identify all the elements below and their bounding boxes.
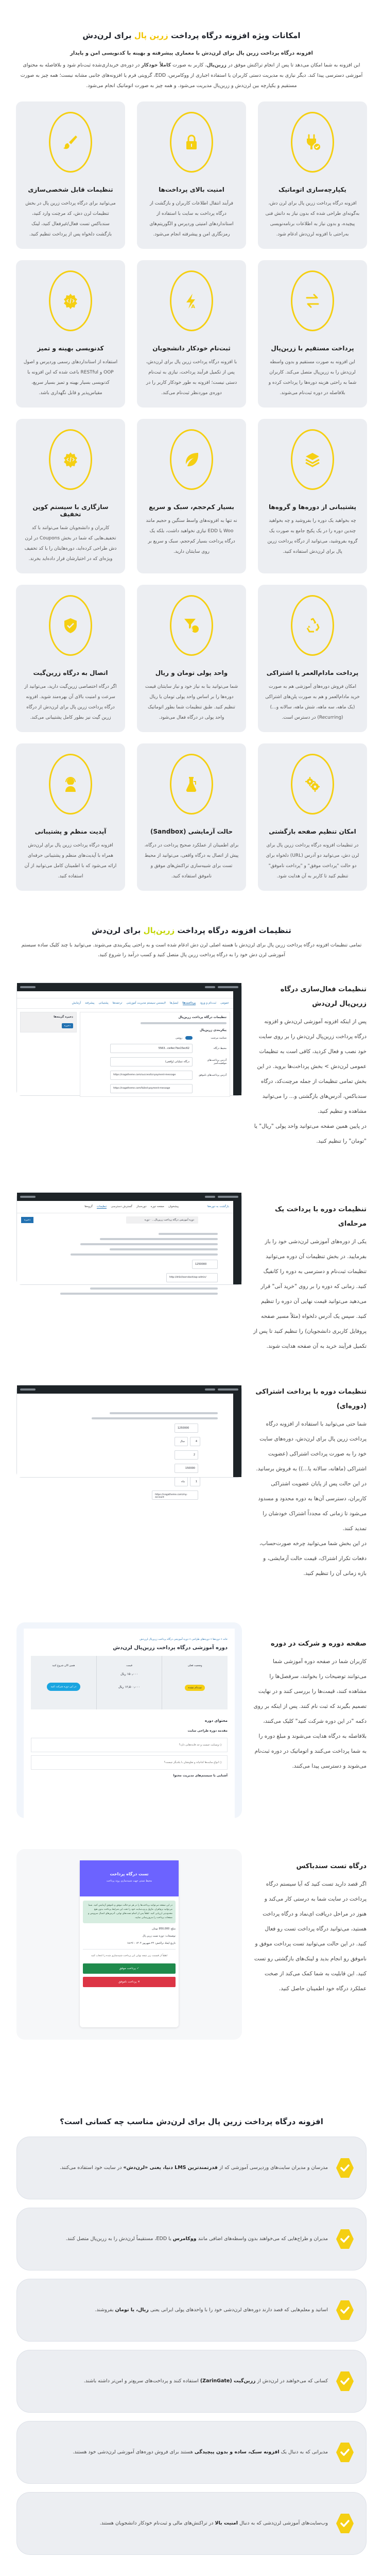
icon-circle xyxy=(49,595,92,656)
feature-card-text: با افزونه درگاه پرداخت زرین پال برای لرن‌دش، پس از تکمیل فرآیند پرداخت، نیازی به ثبت‌نام دستی نیست؛ افزونه به طور خودکار کاربر را در دوره‌ی موردنظر ثبت‌نام می‌کند. xyxy=(146,360,237,396)
features-intro xyxy=(0,60,383,91)
who-text: استفاده کنند و پرداخت‌های سریع‌تر و امن‌تر داشته باشند. xyxy=(83,2378,200,2384)
course-tab[interactable]: گسترش دسترسی xyxy=(111,1205,133,1208)
title-part: برای لرن‌دش xyxy=(92,926,141,935)
screenshot-subscription-settings xyxy=(16,1385,242,1499)
who-item-text xyxy=(100,2519,328,2528)
who-item-text xyxy=(84,2377,328,2386)
block-paragraph xyxy=(253,1417,367,1581)
feature-card-text: اگر درگاه اختصاصی زرین‌گیت دارید، می‌توانید از سرعت و امنیت بالای آن بهره‌مند شوید. افزونه درگاه پرداخت زرین پال برای لرن‌دش از درگاه زرین گیت نیز بطور کامل پشتیبانی می‌کند. xyxy=(24,684,117,720)
block-title: تنظیمات دوره با پرداخت اشتراکی (دوره‌ای) xyxy=(255,1388,367,1410)
feature-card-text: استفاده از استانداردهای رسمی وردپرس و اصول OOP و RESTful باعث شده که این افزونه با کدنویسی بسیار بهینه و تمیز بسیار سریع، مقیاس‌پذیر و قابل نگهداری باشد. xyxy=(23,360,118,396)
screenshot-course-settings xyxy=(16,1192,242,1285)
sandbox-notice: در این صفحه می‌توانید پرداخت‌ها را در هر دو حالت موفق و ناموفق آزمایش کنید. شما می‌توانید نرم‌افزار، ماژول و وب‌سایت خود را تحت این شرایط پرداخت بدون هیچ محدودیتی ارزیابی کنید. لطفاً پس از اتمام تست‌های نهایی، آدرس‌های اتصال سرویس و صفحات پرداخت را به‌روزرسانی نمایید. xyxy=(83,1901,176,1923)
who-bold: قدرتمندترین LMS دنیا، یعنی «لرن‌دش» xyxy=(123,2165,218,2171)
admin-bar xyxy=(17,983,241,991)
feature-card-text: شما می‌توانید بنا به نیاز خود و نیاز سایتتان قیمت دوره‌ها را بر اساس واحد پولی تومان یا ریال تنظیم کنید. طبق تنظیمات شما بطور اتوماتیک واحد پولی در درگاه فعال می‌شود. xyxy=(145,684,238,720)
settings-tab[interactable]: پرداخت‌ها xyxy=(182,1002,196,1005)
title-part: برای لرن‌دش xyxy=(82,31,132,40)
feature-card-title: پرداخت مادام‌العمر یا اشتراکی xyxy=(266,669,359,676)
icon-circle xyxy=(170,595,213,656)
title-part: تنظیمات افزونه درگاه پرداخت xyxy=(177,926,291,935)
bolt-auto-icon xyxy=(183,292,200,310)
who-item-text xyxy=(60,2163,328,2173)
plug-check-icon xyxy=(304,133,321,151)
feature-card-title: اتصال به درگاه زرین‌گیت xyxy=(33,669,108,676)
icon-circle xyxy=(291,270,334,331)
who-item-text xyxy=(66,2234,328,2244)
who-list xyxy=(0,2137,383,2555)
who-section xyxy=(0,2117,383,2555)
who-item xyxy=(16,2137,367,2199)
block-paragraph: کاربران شما در صفحه دوره آموزشی شما می‌توانند توضیحات را بخوانند، سرفصل‌ها را مشاهده کنند، قیمت‌ها را بررسی کنند و در نهایت تصمیم بگیرند که ثبت نام کنند. پس از اینکه بر روی دکمه "در این دوره شرکت کنید" کلیک می‌کنند، بلافاصله به درگاه هدایت می‌شوند و مبلغ دوره را به شما پرداخت می‌کنند و اتوماتیک در دوره ثبت‌نام می‌شوند و دسترسی پیدا می‌کنند. xyxy=(253,1658,367,1769)
section-title: مقدمه دوره طراحی سایت xyxy=(187,1729,228,1733)
block-text xyxy=(253,1859,367,1996)
who-text: بفروشند. xyxy=(95,2307,115,2313)
success-label: پرداخت موفق xyxy=(119,1967,136,1970)
settings-tab[interactable]: پیشرفته xyxy=(85,1002,95,1005)
who-text: مدیرانی که به دنبال یک xyxy=(279,2449,328,2455)
cycle-unit-select[interactable]: سال xyxy=(175,1437,188,1446)
shield-check-icon xyxy=(62,617,79,634)
feature-card-text: این افزونه به صورت مستقیم و بدون واسطه لرن‌دش را به زرین‌پال متصل می‌کند. کاربران شما به راحتی هزینه دوره‌ها را پرداخت کرده و بلافاصله در دوره ثبت‌نام می‌شوند. xyxy=(268,360,357,396)
feature-card-title: کدنویسی بهینه و تمیز xyxy=(37,345,104,352)
icon-circle xyxy=(291,595,334,656)
admin-bar xyxy=(17,1385,241,1394)
feature-card xyxy=(137,101,246,249)
settings-section xyxy=(0,926,383,2040)
sandbox-date: تاریخ ایجاد تراکنش: ۲۴ شهریور ۱۴۰۴ - ۱۸:۲۶ xyxy=(127,1942,176,1945)
feature-card xyxy=(16,101,125,249)
icon-circle xyxy=(291,112,334,173)
content-title: محتوای دوره xyxy=(205,1719,228,1723)
feature-card-text: نه تنها به افزونه‌های واسط سنگین و حجیم مانند Woo یا EDD نیازی نخواهید داشت، بلکه یک درگاه پرداخت بسیار کم‌حجم، سبک و سریع بر روی سایتتان دارید. xyxy=(146,518,237,554)
flask-icon xyxy=(183,775,200,793)
title-highlight: زرین‌پال xyxy=(143,926,175,935)
course-info-box xyxy=(31,1656,228,1709)
support-headset-icon xyxy=(62,775,79,793)
price-col-label: قیمت xyxy=(126,1664,132,1667)
icon-circle xyxy=(49,270,92,331)
lesson-title: انواع سایت‌ها کدام‌اند و تفاوتشان با یکدیگر چیست؟ xyxy=(164,1761,219,1764)
feature-card-title: یکپارچه‌سازی اتوماتیک xyxy=(278,186,346,193)
recycle-icon xyxy=(304,617,321,634)
payment-success-button[interactable]: ✓ پرداخت موفق xyxy=(83,1963,176,1974)
settings-tab[interactable]: لایسنس سیستم مدیریت آموزشی xyxy=(126,1002,166,1005)
feature-card xyxy=(137,419,246,573)
course-tab-list xyxy=(84,1205,179,1209)
final-price: ۱۲٫۵۰۰٫۰۰۰ ریال xyxy=(118,1685,141,1689)
course-tab[interactable]: دوره‌ساز xyxy=(136,1205,147,1208)
admin-sidebar xyxy=(233,1201,241,1284)
who-item xyxy=(16,2208,367,2270)
course-tab[interactable]: گروه‌ها xyxy=(84,1205,93,1208)
payment-failed-button[interactable]: ✕ پرداخت ناموفق xyxy=(83,1977,176,1987)
sandbox-prompt: لطفاً از قسمت زیر نتیجه نهایی این پرداخت شبیه‌سازی شده را انتخاب کنید xyxy=(83,1949,176,1957)
feature-card-title: واحد پولی تومان و ریال xyxy=(155,669,228,676)
section-title: آشنایی با سیستم‌های مدیریت محتوا xyxy=(173,1774,228,1777)
icon-circle xyxy=(49,754,92,815)
block-paragraph xyxy=(253,1014,367,1149)
settings-tab[interactable]: ترجمه‌ها xyxy=(112,1002,123,1005)
features-section xyxy=(0,0,383,891)
features-title xyxy=(0,31,383,40)
who-item xyxy=(16,2279,367,2342)
feature-card-title: آپدیت منظم و پشتیبانی xyxy=(34,828,107,835)
code-gear-icon xyxy=(62,292,79,310)
block-text xyxy=(253,1190,367,1354)
who-text: مدیران و طراح‌هایی که می‌خواهند بدون واسطه‌های اضافی مانند xyxy=(196,2236,328,2242)
svg-text:$: $ xyxy=(189,627,194,633)
toggle-field-label: شناسه مرچنت xyxy=(211,1036,227,1040)
repeat-input[interactable]: 2 xyxy=(175,1450,198,1460)
block-paragraph: اگر قصد دارید تست کنید که آیا سیستم درگاه پرداخت در سایت شما به درستی کار می‌کند و هنوز در مراحل دریافت ای‌نماد و درگاه پرداخت هستید، می‌توانید درگاه پرداخت تست رو فعال کنید. در این حالت می‌توانید تست پرداخت موفق و ناموفق رو انجام بدید و لینک‌های بازگشتی رو تست کنید. این قابلیت به شما کمک می‌کند از صخت عملکرد درگاه خود اطمینان حاصل کنید. xyxy=(254,1881,367,1992)
who-item xyxy=(16,2350,367,2413)
icon-circle xyxy=(170,429,213,490)
svg-text:A: A xyxy=(191,304,195,310)
success-label: آدرس پرداخت‌های موفقیت‌آمیز xyxy=(207,1059,227,1065)
block-text xyxy=(253,1622,367,1774)
back-link[interactable]: بازگشت به دوره‌ها xyxy=(207,1205,229,1208)
admin-sidebar xyxy=(233,991,241,1095)
feature-card xyxy=(16,743,125,891)
exchange-arrows-icon xyxy=(304,292,321,310)
feature-card xyxy=(137,743,246,891)
settings-intro: تمامی تنظیمات افزونه درگاه پرداخت زرین پال برای لرن‌دش با هسته اصلی لرن دش ادغام شده است و به راحتی پیکربندی می‌شوند. می‌توانید با چند کلیک ساده سیستم آموزشی لرن دش خود را به درگاه پرداخت زرین پال متصل کنید و کسب درآمد را شروع کنید. xyxy=(21,942,362,958)
feature-grid xyxy=(0,101,383,891)
layers-icon xyxy=(304,451,321,468)
sandbox-description: توضیحات: دوره تست زرین پال xyxy=(142,1935,176,1938)
course-tabs xyxy=(17,1201,233,1213)
block-text-2: در پایین همین صفحه می‌توانید واحد پولی "ریال" یا "تومان" را تنظیم کنید. xyxy=(254,1123,367,1144)
course-search[interactable]: دوره آموزشی درگاه پرداخت زرین‌پال... · دوره xyxy=(126,1216,198,1224)
status-badge: ثبت‌نام نشده xyxy=(185,1685,205,1691)
title-highlight: زرین پال xyxy=(134,31,168,40)
who-text: اساتید و معلم‌هایی که قصد دارند دوره‌های لرن‌دشی خود را با واحدهای پولی ایرانی یعنی xyxy=(148,2307,328,2313)
course-price-input[interactable]: 1250000 xyxy=(192,1260,218,1269)
feature-card xyxy=(16,585,125,732)
feature-card-title: ثبت‌نام خودکار دانشجویان xyxy=(152,345,231,352)
feature-card-text: می‌توانید برای درگاه پرداخت زرین پال در بخش تنظیمات لرن دش، کد مرچنت وارد کنید، سندباکس تست فعال/غیرفعال کنید، لینک بازگشت دلخواه پس از پرداخت تنظیم کنید. xyxy=(25,201,116,237)
settings-tab[interactable]: عمومی xyxy=(220,1002,229,1005)
icon-circle xyxy=(170,270,213,331)
feature-card-text: فرآیند انتقال اطلاعات کاربران و بازگشت از درگاه پرداخت به سایت با استفاده از استانداردهای امنیتی وردپرس و الگوریتم‌های رمزنگاری امن و پیشرفته انجام می‌شود. xyxy=(149,201,234,237)
block-text-1: پس از اینکه افزونه آموزشی لرن‌دش و افزونه درگاه پرداخت زرین‌پال لرن‌دش را بر روی سایت خود نصب و فعال کردید، کافی است به تنظیمات عمومی لرن‌دش > بخش پرداخت‌ها بروید. در این بخش تمامی تنظیمات از جمله مرچنت‌کد، درگاه سندباکس، آدرس‌های بازگشتی و... را می‌توانید مشاهده و تنظیم کنید. xyxy=(257,1019,367,1114)
icon-circle xyxy=(170,754,213,815)
feature-card-title: بسیار کم‌حجم، سبک و سریع xyxy=(149,503,234,511)
screenshot-sandbox xyxy=(16,1849,242,2040)
who-bold: افزونه سبک، ساده و بدون پیچیدگی xyxy=(194,2449,280,2455)
icon-circle xyxy=(291,429,334,490)
settings-tab[interactable]: ثبت‌نام و ورود xyxy=(200,1002,217,1005)
course-breadcrumb[interactable]: خانه » دوره‌ها » دوره‌های طراحی » دوره آموزشی درگاه پرداخت زرین‌پال لرن‌دش xyxy=(140,1638,228,1641)
who-bold: ریال، یا تومان xyxy=(115,2307,149,2313)
trial-price: ۱۵۰٫۰۰۰ ریال xyxy=(120,1672,138,1676)
who-item xyxy=(16,2492,367,2555)
gears-icon xyxy=(304,775,321,793)
check-badge-icon xyxy=(336,2442,354,2463)
check-badge-icon xyxy=(336,2228,354,2250)
feature-card xyxy=(258,585,367,732)
lesson-title: وبسایت چیست و چه فایده‌هایی دارد؟ xyxy=(179,1743,219,1747)
who-bold: ووکامرس xyxy=(172,2236,197,2242)
settings-block-activation xyxy=(0,982,383,1149)
feature-card-text: افزونه درگاه پرداخت زرین پال برای لرن دش، به‌گونه‌ای طراحی شده که بدون نیاز به دانش فنی پیچیده، و بدون نیاز به اطلاعات برنامه‌نویسی به‌راحتی با افزونه لرن‌دش ادغام شود. xyxy=(265,201,360,237)
feature-card-text: امکان فروش دوره‌های آموزشی هم به صورت خرید مادام‌العمر و هم به صورت پلن‌های اشتراکی (یک ماهه، سه ماهه، شش ماهه، سالانه و...) (Recurring) در دسترس است. xyxy=(265,684,360,720)
check-badge-icon xyxy=(336,2513,354,2534)
lesson-item[interactable]: ○ انواع سایت‌ها کدام‌اند و تفاوتشان با یکدیگر چیست؟ xyxy=(31,1755,228,1770)
course-url-input[interactable]: http://zhik/learndash/wp-admin/ xyxy=(166,1273,218,1282)
settings-tab[interactable]: آزمایش xyxy=(72,1002,81,1005)
who-title: افزونه درگاه پرداخت زرین پال برای لرن‌دش مناسب چه کسانی است؟ xyxy=(60,2117,323,2126)
feature-card xyxy=(258,260,367,408)
env-select[interactable]: درگاه عملیاتی (واقعی) xyxy=(110,1057,193,1066)
failed-label: پرداخت ناموفق xyxy=(118,1980,137,1984)
who-bold: زرین‌گیت (ZarinGate) xyxy=(200,2378,256,2384)
trial-price-input[interactable]: 150000 xyxy=(175,1464,198,1473)
toggle-label: روشن xyxy=(176,1036,182,1040)
sandbox-subtitle: محیط تستی جهت شبیه‌سازی روند پرداخت xyxy=(106,1879,152,1883)
env-label: محیط درگاه xyxy=(214,1047,227,1050)
course-tab[interactable]: پیشخوان xyxy=(168,1205,179,1208)
who-text: در سایت خود استفاده می‌کنند. xyxy=(60,2165,124,2171)
brush-icon xyxy=(62,133,79,151)
start-col-label: همین الان شروع کنید xyxy=(52,1664,75,1667)
sandbox-header xyxy=(80,1860,179,1896)
config-title: پیکربندی زرین‌پال xyxy=(200,1028,227,1032)
icon-circle xyxy=(170,112,213,173)
lesson-item[interactable]: ○ وبسایت چیست و چه فایده‌هایی دارد؟ xyxy=(31,1738,228,1752)
trial-unit-select[interactable]: ماه xyxy=(175,1477,188,1486)
failed-url-input[interactable]: https://nagatheme.com/failed-payment-message xyxy=(110,1084,193,1093)
admin-bar xyxy=(17,1193,241,1201)
features-subtitle: افزونه درگاه پرداخت زرین پال برای لرن‌دش با معماری پیشرفته و بهینه با کدنویسی امن و پایدار xyxy=(70,50,313,56)
feature-card-title: تنظیمات قابل شخصی‌سازی xyxy=(28,186,113,193)
intro-text: ، کاربر به صورت xyxy=(172,62,207,68)
panel-title: تنظیمات درگاه پرداخت زرین‌پال xyxy=(178,1015,227,1019)
course-tab[interactable]: صفحه دوره xyxy=(150,1205,164,1208)
feature-card-title: پرداخت مستقیم با زرین‌پال xyxy=(271,345,354,352)
who-text: مدرسان و مدیران سایت‌های وردپرسی آموزشی که از xyxy=(217,2165,328,2171)
leaf-icon xyxy=(183,451,200,468)
who-item xyxy=(16,2421,367,2484)
block-title: صفحه دوره و شرکت در دوره xyxy=(270,1640,367,1648)
gateway-toggle[interactable] xyxy=(185,1036,193,1040)
who-text: هستند برای فروش دوره‌های آموزشی لرن‌دشی خود هستند. xyxy=(73,2449,195,2455)
settings-tab[interactable]: پشتیبانی xyxy=(98,1002,109,1005)
who-item-text xyxy=(95,2306,328,2315)
lock-icon xyxy=(183,133,200,151)
who-text: یا EDD، مستقیماً لرن‌دش را به زرین‌پال متصل کنند. xyxy=(65,2236,173,2242)
admin-sidebar xyxy=(233,1394,241,1477)
check-badge-icon xyxy=(336,2157,354,2179)
sub-url-input[interactable]: https://nagatheme.com/my-account xyxy=(152,1490,198,1500)
block-title: تنظیمات دوره با پرداخت یک مرحله‌ای xyxy=(274,1206,367,1228)
coupon-gear-icon xyxy=(62,451,79,468)
feature-card-text: برای اطمینان از عملکرد صحیح پرداخت در درگاه، پیش از اتصال به درگاه واقعی، می‌توانید از محیط تست برای شبیه‌سازی تراکنش‌های موفق و ناموفق استفاده کنید. xyxy=(144,843,239,879)
sandbox-title: تست درگاه پرداخت xyxy=(110,1872,149,1876)
intro-bold: زرین‌پال xyxy=(206,62,227,68)
icon-circle xyxy=(49,429,92,490)
who-text: کسانی که می‌خواهند در لرن‌دش از xyxy=(255,2378,328,2384)
feature-card-text: چه بخواهید یک دوره را بفروشید و چه بخواهید چندین دوره را در یک پکیج جامع به صورت یک گروه بفروشید، می‌توانید از درگاه پرداخت زرین پال برای لرن‌دش استفاده کنید. xyxy=(267,518,358,554)
merchant-input[interactable]: 5563...ce4ec7be15ec62 xyxy=(110,1044,193,1053)
screenshot-gateway-settings xyxy=(16,982,242,1096)
feature-card-text: در تنظیمات افزونه درگاه پرداخت زرین پال برای لرن دش، می‌توانید دو آدرس (URL) دلخواه برای دو حالت "پرداخت موفق" و "پرداخت ناموفق" تنظیم کنید تا کاربر به آن هدایت شود. xyxy=(266,843,359,879)
settings-block-sandbox xyxy=(0,1849,383,2040)
block-text-1: شما حتی می‌توانید با استفاده از افزونه درگاه پرداخت زرین پال برای لرن‌دش، دوره‌های سایت خود را به صورت پرداخت اشتراکی (عضویت اشتراکی (ماهانه، سالانه یا...)) به فروش برسانید. در این حالت پس از پایان عضویت اشتراکی کاربران، دسترسی آن‌ها به دوره محدود و مسدود می‌شود تا زمانی که مجدداً اشتراک خودشان را تمدید کنند. xyxy=(256,1421,367,1532)
who-bold: امنیت بالا xyxy=(215,2520,238,2526)
currency-funnel-icon xyxy=(183,617,200,634)
sub-price-input[interactable]: 1250000 xyxy=(175,1423,198,1433)
settings-title xyxy=(0,926,383,935)
save-button[interactable]: ذخیره xyxy=(62,1023,73,1028)
title-part: امکانات ویژه افزونه درگاه پرداخت xyxy=(171,31,301,40)
sandbox-card xyxy=(80,1860,179,2027)
settings-tab[interactable]: ایمیل‌ها xyxy=(169,1002,179,1005)
settings-block-course-page xyxy=(0,1622,383,1818)
feature-card-text: افزونه درگاه پرداخت زرین پال برای لرن‌دش همراه با آپدیت‌های منظم و پشتیبانی حرفه‌ای ارائه می‌شود که با اطمینان کامل می‌توانید از آن استفاده کنید. xyxy=(24,843,117,879)
cycle-input[interactable]: 4 xyxy=(190,1437,200,1446)
feature-card xyxy=(258,101,367,249)
who-text: وب‌سایت‌های آموزشی لرن‌دشی که به دنبال xyxy=(237,2520,328,2526)
course-tab[interactable]: تنظیمات xyxy=(96,1205,107,1208)
feature-card-title: حالت آزمایشی (Sandbox) xyxy=(150,828,233,835)
block-text-2: در این بخش شما می‌توانید چرخه صورت‌حساب، دفعات تکرار اشتراک، قیمت حالت آزمایشی، و بازه زمانی آن را تنظیم کنید. xyxy=(259,1540,367,1577)
intro-bold: کاملاً خودکار xyxy=(141,62,171,68)
feature-card-title: پشتیبانی از دوره‌ها و گروه‌ها xyxy=(268,503,356,511)
feature-card-text: کاربران و دانشجویان شما می‌توانند با کد تخفیف‌هایی که شما در بخش Coupons در لرن دش طراحی کرده‌اید، دوره‌هایتان را با کد تخفیف ویژه‌ای که در اختیارشان قرار داده‌اید بخرند. xyxy=(24,526,117,562)
feature-card xyxy=(137,260,246,408)
settings-block-one-time xyxy=(0,1190,383,1354)
block-text xyxy=(253,1385,367,1581)
status-col-label: وضعیت فعلی xyxy=(187,1664,202,1667)
feature-card-title: امنیت بالای پرداخت‌ها xyxy=(159,186,224,193)
intro-text: در دوره‌ی خریداری‌شده ثبت‌نام شود و بلافاصله به محتوای آموزشی دسترسی پیدا کند. دیگر نیازی به مدیریت دستی کاربران یا استفاده اجباری از ووکامرس، EDD، گرویتی فرم یا افزونه‌های جانبی مشابه نیست؛ همه چیز به صورت مستقیم و یکپارچه بین لرن‌دش و زرین‌پال مدیریت می‌شود. و همه چیز به صورت اتوماتیک انجام می‌شود. xyxy=(20,62,363,89)
feature-card xyxy=(16,419,125,573)
icon-circle xyxy=(49,112,92,173)
settings-block-subscription xyxy=(0,1385,383,1581)
trial-period-input[interactable]: 1 xyxy=(190,1477,200,1486)
check-badge-icon xyxy=(336,2299,354,2321)
feature-card xyxy=(258,419,367,573)
course-title: دوره آموزشی درگاه پرداخت زرین‌پال لرن‌دش xyxy=(113,1645,228,1651)
save-box-title: ذخیره گزینه‌ها xyxy=(54,1015,73,1019)
save-button[interactable]: ذخیره xyxy=(21,1217,33,1223)
feature-card-title: امکان تنظیم صفحه بازگشتی xyxy=(269,828,356,835)
who-item-text xyxy=(73,2448,328,2457)
enroll-button[interactable]: در این دوره شرکت کنید xyxy=(47,1683,81,1691)
block-text xyxy=(253,982,367,1149)
block-title: تنظیمات فعال‌سازی درگاه زرین‌پال لرن‌دش xyxy=(280,986,367,1008)
feature-card xyxy=(137,585,246,732)
feature-card xyxy=(258,743,367,891)
icon-circle xyxy=(291,754,334,815)
sandbox-amount: مبلغ: 950,000 تومان xyxy=(152,1927,176,1930)
feature-card xyxy=(16,260,125,408)
screenshot-course-page xyxy=(16,1622,242,1818)
success-url-input[interactable]: https://nagatheme.com/successful-payment-message xyxy=(110,1071,193,1080)
block-title: درگاه تست سندباکس xyxy=(296,1862,367,1870)
settings-tabs xyxy=(17,998,233,1009)
failed-label: آدرس پرداخت‌های ناموفق xyxy=(199,1074,227,1077)
check-badge-icon xyxy=(336,2370,354,2392)
who-text: در تراکنش‌های مالی و ثبت‌نام خودکار دانشجویان هستند. xyxy=(99,2520,215,2526)
intro-text: این افزونه به شما امکان می‌دهد تا پس از انجام تراکنش موفق در xyxy=(228,62,360,68)
feature-card-title: سازگاری با سیستم کوپن تخفیف xyxy=(32,503,109,518)
block-paragraph: یکی از دوره‌های آموزشی لرن‌دشی خود را باز بفرمایید. در بخش تنظیمات آن دوره می‌توانید تنظیمات ثبت‌نام و دسترسی به دوره را کانفیگ کنید. زمانی که دوره را بر روی "خرید آنی" قرار می‌دهید می‌توانید قیمت نهایی آن دوره را تنظیم کنید. سپس یک آدرس دلخواه (مثلاً مسیر صفحه پروفایل کاربری دانشجویان) را تنظیم کنید تا پس از تکمیل فرآیند خرید به آن صفحه هدایت شوند. xyxy=(253,1239,367,1349)
